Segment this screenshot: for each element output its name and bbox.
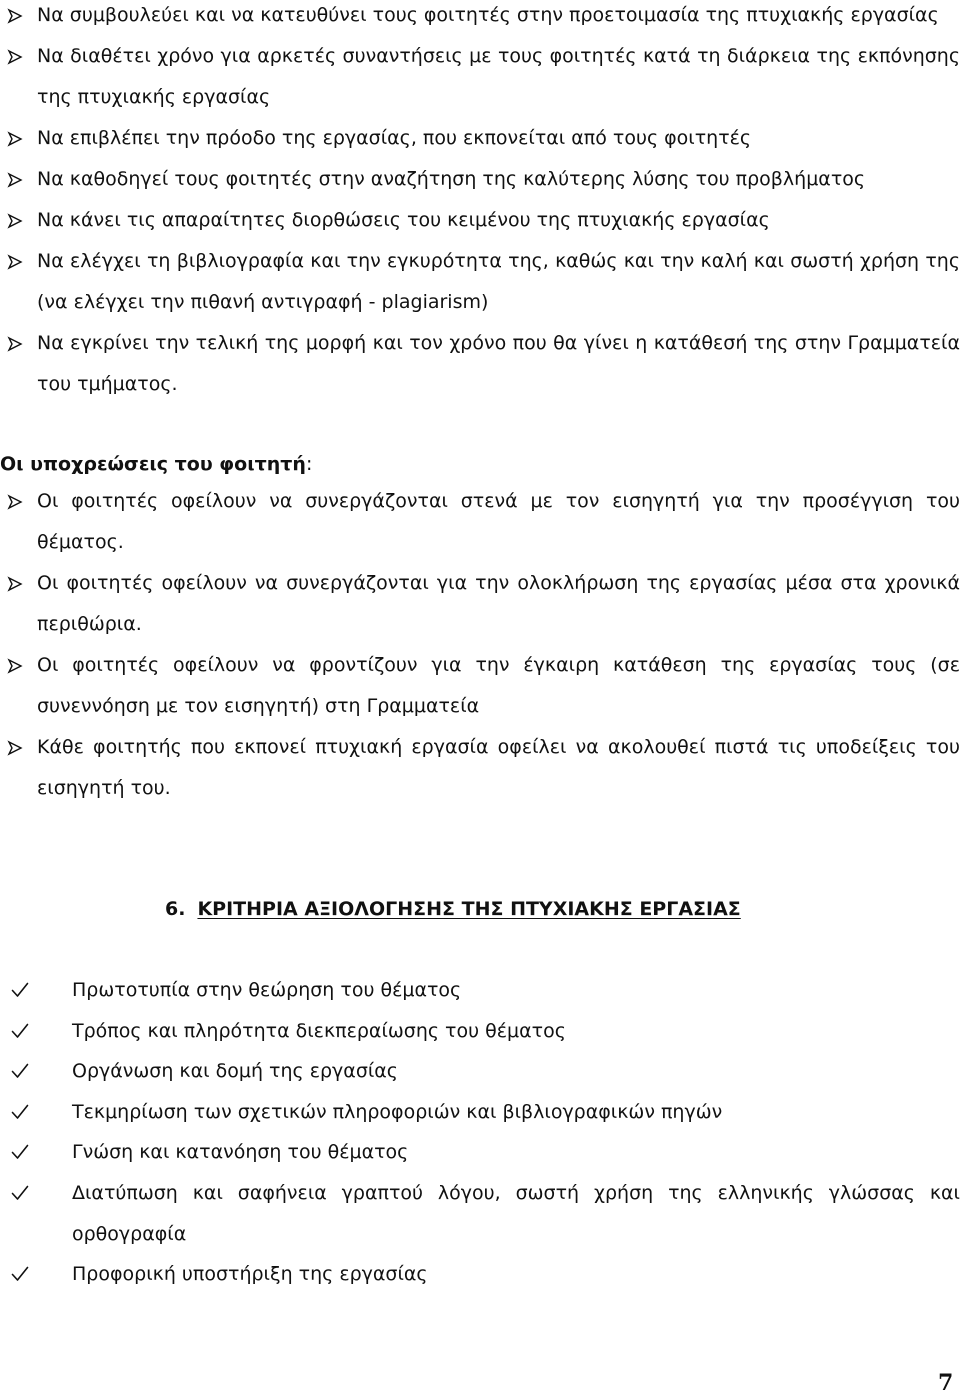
arrowhead-bullet-icon [4, 0, 26, 36]
checkmark-icon [8, 1132, 32, 1172]
section-number: 6. [165, 898, 186, 920]
list-item-text: Να εγκρίνει την τελική της μορφή και τον χρόνο που θα γίνει η κατάθεσή της στην Γραμματεία του τμήματος. [37, 332, 960, 395]
criteria-item [0, 1254, 960, 1295]
checkmark-icon [8, 1092, 32, 1132]
student-duties-list [0, 481, 960, 809]
criteria-item-text: Οργάνωση και δομή της εργασίας [72, 1060, 398, 1083]
list-item-text: Να συμβουλεύει και να κατευθύνει τους φοιτητές στην προετοιμασία της πτυχιακής εργασίας [37, 4, 939, 26]
criteria-item-text: Πρωτοτυπία στην θεώρηση του θέματος [72, 979, 462, 1001]
arrowhead-bullet-icon [4, 200, 26, 241]
list-item-text: Να ελέγχει τη βιβλιογραφία και την εγκυρότητα της, καθώς και την καλή και σωστή χρήση της (να ελέγχει την πιθανή αντιγραφή - plagiarism) [37, 250, 960, 313]
arrowhead-bullet-icon [4, 36, 26, 77]
page-number: 7 [938, 1370, 954, 1396]
list-item-text: Οι φοιτητές οφείλουν να συνεργάζονται για την ολοκλήρωση της εργασίας μέσα στα χρονικά περιθώρια. [37, 572, 960, 635]
checkmark-icon [8, 1051, 32, 1091]
criteria-item-text: Τεκμηρίωση των σχετικών πληροφοριών και βιβλιογραφικών πηγών [72, 1100, 723, 1123]
student-obligations-heading [0, 449, 312, 479]
arrowhead-bullet-icon [4, 563, 26, 604]
list-item-text: Να επιβλέπει την πρόοδο της εργασίας, που εκπονείται από τους φοιτητές [37, 127, 752, 149]
evaluation-criteria-list [0, 970, 960, 1295]
arrowhead-bullet-icon [4, 159, 26, 200]
list-item [0, 563, 960, 645]
criteria-item-text: Διατύπωση και σαφήνεια γραπτού λόγου, σωστή χρήση της ελληνικής γλώσσας και ορθογραφία [72, 1181, 960, 1245]
supervisor-duties-list [0, 0, 960, 405]
student-obligations-heading-text: Οι υποχρεώσεις του φοιτητή [0, 453, 306, 475]
checkmark-icon [8, 1011, 32, 1051]
criteria-item [0, 1092, 960, 1133]
list-item [0, 645, 960, 727]
list-item [0, 241, 960, 323]
criteria-item-text: Προφορική υποστήριξη της εργασίας [72, 1263, 428, 1286]
list-item-text: Οι φοιτητές οφείλουν να συνεργάζονται στενά με τον εισηγητή για την προσέγγιση του θέματος. [37, 490, 960, 553]
arrowhead-bullet-icon [4, 727, 26, 768]
list-item-text: Να διαθέτει χρόνο για αρκετές συναντήσεις με τους φοιτητές κατά τη διάρκεια της εκπόνησης της πτυχιακής εργασίας [37, 45, 960, 108]
list-item-text: Κάθε φοιτητής που εκπονεί πτυχιακή εργασία οφείλει να ακολουθεί πιστά τις υποδείξεις του εισηγητή του. [37, 736, 960, 799]
criteria-item-text: Γνώση και κατανόηση του θέματος [72, 1141, 409, 1164]
arrowhead-bullet-icon [4, 481, 26, 522]
section-title [165, 893, 741, 925]
arrowhead-bullet-icon [4, 323, 26, 364]
list-item [0, 159, 960, 200]
list-item [0, 36, 960, 118]
list-item [0, 323, 960, 405]
checkmark-icon [8, 970, 32, 1010]
list-item [0, 481, 960, 563]
criteria-item [0, 1051, 960, 1092]
criteria-item [0, 1011, 960, 1052]
arrowhead-bullet-icon [4, 118, 26, 159]
list-item-text: Να καθοδηγεί τους φοιτητές στην αναζήτηση της καλύτερης λύσης του προβλήματος [37, 168, 866, 190]
section-title-text: ΚΡΙΤΗΡΙΑ ΑΞΙΟΛΟΓΗΣΗΣ ΤΗΣ ΠΤΥΧΙΑΚΗΣ ΕΡΓΑΣΙΑΣ [197, 898, 741, 920]
criteria-item [0, 1173, 960, 1254]
arrowhead-bullet-icon [4, 645, 26, 686]
student-obligations-heading-colon: : [305, 453, 313, 475]
list-item [0, 0, 960, 36]
criteria-item [0, 970, 960, 1011]
criteria-item [0, 1132, 960, 1173]
checkmark-icon [8, 1173, 32, 1213]
arrowhead-bullet-icon [4, 241, 26, 282]
list-item-text: Οι φοιτητές οφείλουν να φροντίζουν για την έγκαιρη κατάθεση της εργασίας τους (σε συνεννόηση με τον εισηγητή) στη Γραμματεία [37, 654, 960, 717]
checkmark-icon [8, 1254, 32, 1294]
list-item [0, 118, 960, 159]
list-item [0, 200, 960, 241]
list-item-text: Να κάνει τις απαραίτητες διορθώσεις του κειμένου της πτυχιακής εργασίας [37, 209, 770, 231]
criteria-item-text: Τρόπος και πληρότητα διεκπεραίωσης του θέματος [72, 1019, 566, 1042]
list-item [0, 727, 960, 809]
